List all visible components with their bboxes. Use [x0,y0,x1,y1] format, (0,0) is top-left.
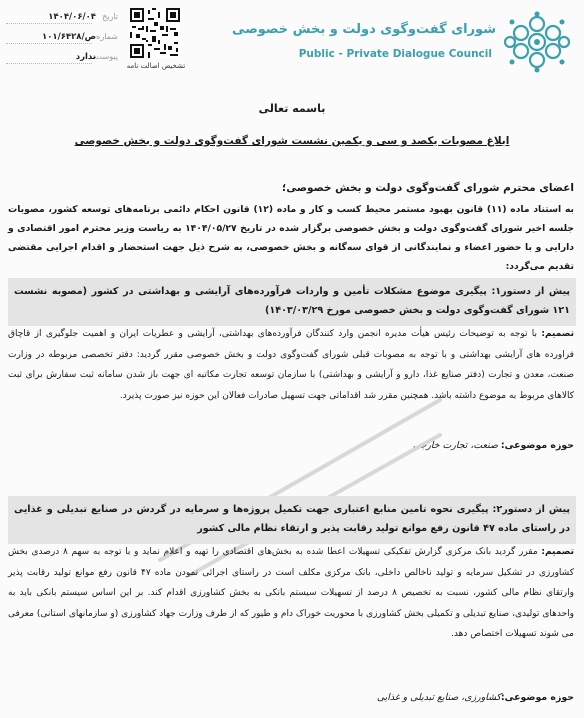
topic-label: حوزه موضوعی: [500,692,574,703]
meta-date-row [6,12,118,32]
meta-attachment-label: پیوست [94,52,118,61]
decision-label: تصمیم: [541,329,574,339]
greeting: باسمه تعالی [258,102,326,115]
meta-date-value: ۱۴۰۴/۰۶/۰۴ [48,12,96,22]
letter-subject: ابلاغ مصوبات یکصد و سی و یکمین نشست شورای گفت‌وگوی دولت و بخش خصوصی [74,135,510,147]
meta-attachment-value: ندارد [75,52,96,62]
topic-label: حوزه موضوعی: [500,440,574,451]
topic-area [413,440,574,451]
meta-dots [6,63,92,64]
council-logo [232,4,578,80]
decision-text: مقرر گردید بانک مرکزی گزارش تفکیکی تسهیلات اعطا شده به بخش‌های اقتصادی را تهیه و اعلام نماید و با توجه به سهم ۸ درصدی بخش کشاورزی در تشکیل سرمایه و تولید ناخالص داخلی، بانک مرکزی مکلف است در راستای اجرائی نمودن ماده ۴۷ قانون رفع موانع تولید رقابت پذیر وارتقای نظام مالی کشور، نسبت به تخصیص ۸ درصد از تسهیلات سیستم بانکی به بخش کشاورزی اقدام کند. بر این اساس سیستم بانکی باید به واحدهای تولیدی، صنایع تبدیلی و تکمیلی بخش کشاورزی با محوریت خوراک دام و طیور که از طرف وزارت جهاد کشاورزی (و سازمانهای استانی) معرفی می شوند تسهیلات اختصاص دهد. [8,547,574,639]
meta-number-value: ۱۰۱/۶۴۲۸/ص [42,32,96,42]
decision-label: تصمیم: [541,547,574,557]
agenda-item-title: پیش از دستور۲: پیگیری نحوه تامین منابع اعتباری جهت تکمیل پروژه‌ها و سرمایه در گردش در صنایع تبدیلی و غذایی در راستای ماده ۴۷ قانون رفع موانع تولید رقابت پذیر و ارتقاء نظام مالی کشور [8,496,576,544]
topic-area [377,692,574,703]
council-emblem-icon [502,10,572,74]
meta-dots [6,23,92,24]
meta-date-label: تاریخ [102,12,118,21]
qr-caption: تشخیص اصالت نامه [126,62,186,70]
qr-code-icon[interactable] [130,8,180,58]
logo-english-text: Public - Private Dialogue Council [298,48,492,60]
intro-paragraph: به استناد ماده (۱۱) قانون بهبود مستمر محیط کسب و کار و ماده (۱۲) قانون احکام دائمی برنامه‌های توسعه کشور، مصوبات جلسه اخیر شورای گفت‌وگوی دولت و بخش خصوصی برگزار شده در تاریخ ۱۴۰۴/۰۵/۲۷ به ریاست وزیر محترم امور اقتصادی و دارایی و با حضور اعضاء و نمایندگانی از قوای سه‌گانه و بخش خصوصی، به شرح ذیل جهت استحضار و اقدام اجرایی مقتضی تقدیم می‌گردد: [8,204,574,272]
logo-persian-text: شورای گفت‌وگوی دولت و بخش خصوصی [232,22,496,37]
agenda-item-title: پیش از دستور۱: پیگیری موضوع مشکلات تأمین و واردات فرآورده‌های آرایشی و بهداشتی در کشور (مصوبه نشست ۱۲۱ شورای گفت‌وگوی دولت و بخش خصوصی مورخ ۱۴۰۳/۰۳/۲۹) [8,278,576,326]
decision-paragraph [8,542,574,645]
meta-dots [6,43,92,44]
decision-text: با توجه به توضیحات رئیس هیأت مدیره انجمن وارد کنندگان فرآورده‌های بهداشتی، آرایشی و عطریات ایران و اهمیت جلوگیری از قاچاق فراورده های آرایشی بهداشتی و با توجه به مصوبات قبلی شورای گفت‌وگوی دولت و بخش خصوصی مقرر گردید: دفتر تخصصی مربوطه در وزارت صنعت، معدن و تجارت (دفتر صنایع غذا، دارو و آرایشی و بهداشتی) با سازمان توسعه تجارت مکاتبه ای جهت باز شدن سامانه ثبت سفارش برای ثبت کالاهای مربوط به موضوع داشته باشد. همچنین مقرر شد اقداماتی جهت تسهیل صادرات فعالان این حوزه نیز صورت پذیرد. [8,329,574,401]
decision-paragraph [8,324,574,406]
letter-meta [6,12,118,72]
addressee: اعضای محترم شورای گفت‌وگوی دولت و بخش خصوصی؛ [282,182,574,194]
topic-value: صنعت، تجارت خارجی [412,440,501,451]
meta-attachment-row [6,52,118,72]
meta-number-row [6,32,118,52]
topic-value: کشاورزی، صنایع تبدیلی و غذایی [376,692,501,703]
meta-number-label: شماره [96,32,118,41]
